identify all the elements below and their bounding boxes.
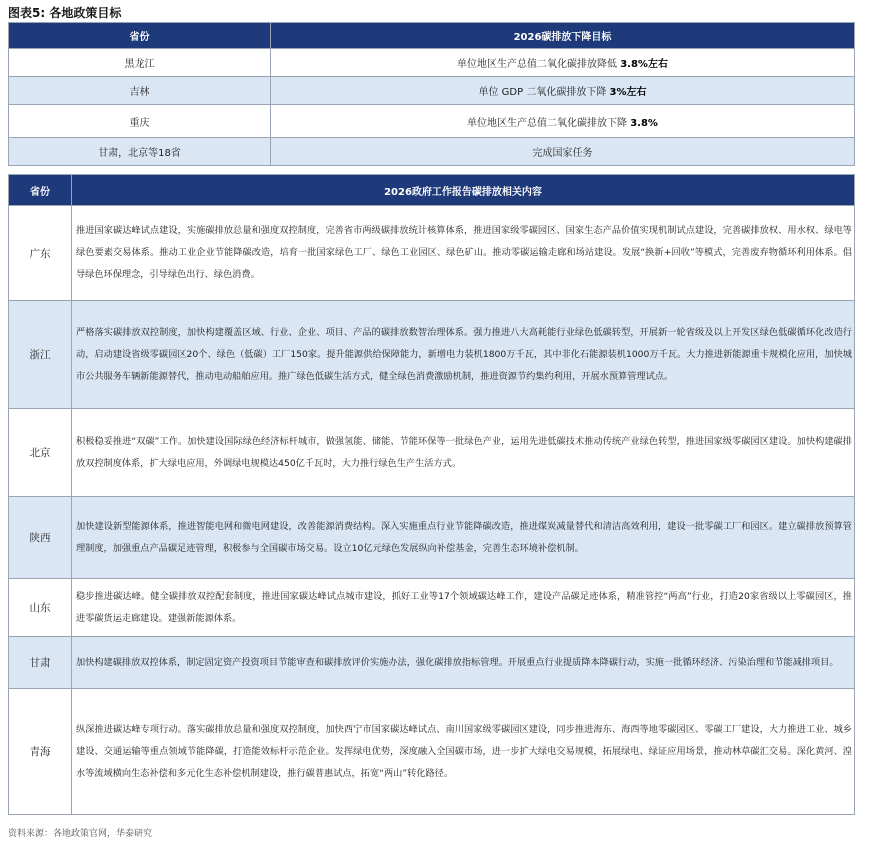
header-province: 省份 [9,23,271,49]
header-content: 2026政府工作报告碳排放相关内容 [72,175,855,206]
target-cell: 单位地区生产总值二氧化碳排放降低 3.8%左右 [271,49,855,77]
target-cell: 单位 GDP 二氧化碳排放下降 3%左右 [271,77,855,105]
content-cell: 稳步推进碳达峰。健全碳排放双控配套制度，推进国家碳达峰试点城市建设，抓好工业等17个领域碳达峰工作，建设产品碳足迹体系，精准管控“两高”行业，打造20家省级以上零碳园区，推进零碳货运走廊建设。建强新能源体系。 [72,579,855,637]
province-cell: 浙江 [9,301,72,409]
province-cell: 甘肃，北京等18省 [9,138,271,166]
province-cell: 山东 [9,579,72,637]
target-cell: 单位地区生产总值二氧化碳排放下降 3.8% [271,105,855,138]
table-row [9,77,855,105]
table-row [9,138,855,166]
source-note: 资料来源：各地政策官网，华泰研究 [8,829,153,839]
province-cell: 吉林 [9,77,271,105]
province-cell: 重庆 [9,105,271,138]
content-cell: 纵深推进碳达峰专项行动。落实碳排放总量和强度双控制度，加快西宁市国家碳达峰试点、南川国家级零碳园区建设，同步推进海东、海西等地零碳园区、零碳工厂建设，大力推进工业、城乡建设、交通运输等重点领域节能降碳，打造能效标杆示范企业。发挥绿电优势，深度融入全国碳市场，进一步扩大绿电交易规模，拓展绿电、绿证应用场景，推动林草碳汇交易。深化黄河、湟水等流域横向生态补偿和多元化生态补偿机制建设，推行碳普惠试点，拓宽“两山”转化路径。 [72,689,855,815]
table-row [9,637,855,689]
content-cell: 积极稳妥推进“双碳”工作。加快建设国际绿色经济标杆城市，做强氢能、储能、节能环保等一批绿色产业，运用先进低碳技术推动传统产业绿色转型，推进国家级零碳园区建设。加快构建碳排放双控制度体系，扩大绿电应用，外调绿电规模达450亿千瓦时，大力推行绿色生产生活方式。 [72,409,855,497]
table-row [9,105,855,138]
table-row [9,206,855,301]
table-row [9,409,855,497]
content-cell: 加快建设新型能源体系，推进智能电网和微电网建设，改善能源消费结构。深入实施重点行业节能降碳改造，推进煤炭减量替代和清洁高效利用，建设一批零碳工厂和园区。建立碳排放预算管理制度，加强重点产品碳足迹管理，积极参与全国碳市场交易。设立10亿元绿色发展纵向补偿基金，完善生态环境补偿机制。 [72,497,855,579]
figure-title: 图表5: 各地政策目标 [8,6,122,20]
header-province: 省份 [9,175,72,206]
province-cell: 黑龙江 [9,49,271,77]
table-row [9,301,855,409]
content-cell: 加快构建碳排放双控体系，制定固定资产投资项目节能审查和碳排放评价实施办法，强化碳排放指标管理。开展重点行业提质降本降碳行动，实施一批循环经济、污染治理和节能减排项目。 [72,637,855,689]
table-row [9,689,855,815]
province-cell: 广东 [9,206,72,301]
report-content-table [8,174,855,815]
targets-table [8,22,855,166]
content-cell: 推进国家碳达峰试点建设，实施碳排放总量和强度双控制度，完善省市两级碳排放统计核算体系，推进国家级零碳园区、国家生态产品价值实现机制试点建设，完善碳排放权、用水权、绿电等绿色要素交易体系。推动工业企业节能降碳改造，培育一批国家绿色工厂、绿色工业园区、绿色矿山。推动零碳运输走廊和场站建设。发展“换新+回收”等模式，完善废弃物循环利用体系。倡导绿色环保理念，引导绿色出行、绿色消费。 [72,206,855,301]
table-row [9,497,855,579]
header-target: 2026碳排放下降目标 [271,23,855,49]
province-cell: 北京 [9,409,72,497]
target-cell: 完成国家任务 [271,138,855,166]
province-cell: 陕西 [9,497,72,579]
province-cell: 甘肃 [9,637,72,689]
table-row [9,49,855,77]
table-row [9,579,855,637]
province-cell: 青海 [9,689,72,815]
content-cell: 严格落实碳排放双控制度，加快构建覆盖区域、行业、企业、项目、产品的碳排放数智治理体系。强力推进八大高耗能行业绿色低碳转型，开展新一轮省级及以上开发区绿色低碳循环化改造行动，启动建设省级零碳园区20个、绿色（低碳）工厂150家。提升能源供给保障能力，新增电力装机1800万千瓦，其中非化石能源装机1000万千瓦。大力推进新能源重卡规模化应用，加快城市公共服务车辆新能源替代，推动电动船舶应用。推广绿色低碳生活方式，健全绿色消费激励机制，推进资源节约集约利用，开展水预算管理试点。 [72,301,855,409]
